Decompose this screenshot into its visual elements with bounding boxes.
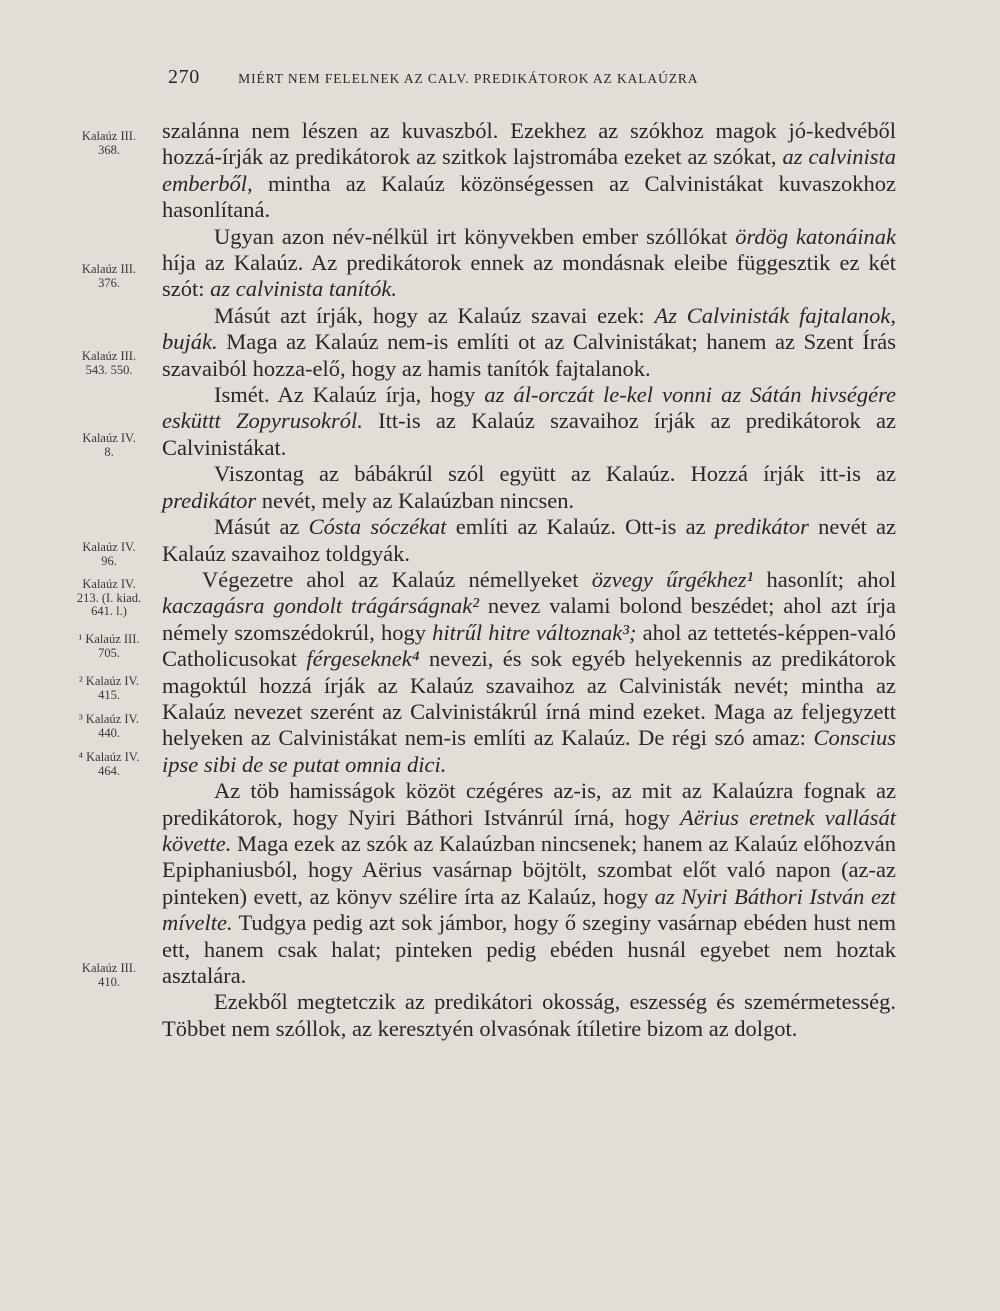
margin-note: Kalaúz IV. 8. [82, 431, 136, 459]
body-text [162, 118, 896, 1042]
running-title: MIÉRT NEM FELELNEK AZ CALV. PREDIKÁTOROK AZ KALAÚZRA [238, 71, 699, 86]
paragraph: Másút azt írják, hogy az Kalaúz szavai ezek: Az Calvinisták fajtalanok, buják. Maga az Kalaúz nem-is említi ot az Calvinistákat; hanem az Szent Írás szavaiból hozza-elő, hogy az hamis tanítók fajtalanok. [162, 302, 896, 381]
margin-note: Kalaúz III. 368. [81, 129, 137, 157]
margin-note: ¹ Kalaúz III. 705. [78, 632, 140, 660]
margin-note: Kalaúz IV. 96. [82, 540, 136, 568]
paragraph: Ezekből megtetczik az predikátori okosság, eszesség és szemérmetesség. Többet nem szóllok, az keresztyén olvasónak ítíletire bizom az dolgot. [162, 989, 896, 1041]
margin-note: ⁴ Kalaúz IV. 464. [78, 750, 140, 778]
paragraph: Viszontag az bábákrúl szól együtt az Kalaúz. Hozzá írják itt-is az predikátor nevét, mely az Kalaúzban nincsen. [162, 461, 896, 513]
paragraph: szalánna nem lészen az kuvaszból. Ezekhez az szókhoz magok jó-kedvéből hozzá-írják az predikátorok az szitkok lajstromába ezeket az szókat, az calvinista emberből, mintha az Kalaúz közönségessen az Calvinistákat kuvaszokhoz hasonlítaná. [162, 118, 896, 223]
paragraph: Ugyan azon név-nélkül irt könyvekben ember szóllókat ördög katonáinak híja az Kalaúz. Az predikátorok ennek az mondásnak eleibe függesztik ez két szót: az calvinista tanítók. [162, 223, 896, 302]
paragraph: Másút az Cósta sóczékat említi az Kalaúz. Ott-is az predikátor nevét az Kalaúz szavaihoz toldgyák. [162, 514, 896, 566]
paragraph: Az töb hamisságok közöt czégéres az-is, az mit az Kalaúzra fognak az predikátorok, hogy Nyiri Báthori Istvánrúl írná, hogy Aërius eretnek vallását követte. Maga ezek az szók az Kalaúzban nincsenek; hanem az Kalaúz előhozván Epiphaniusból, hogy Aërius vasárnap böjtölt, szombat előt való napon (az-az pinteken) evett, az könyv szélire írta az Kalaúz, hogy az Nyiri Báthori István ezt mívelte. Tudgya pedig azt sok jámbor, hogy ő szeginy vasárnap ebéden hust nem ett, hanem csak halat; pinteken pedig ebéden husnál egyebet nem hoztak asztalára. [162, 778, 897, 988]
paragraph: Végezetre ahol az Kalaúz némellyeket özvegy űrgékhez¹ hasonlít; ahol kaczagásra gondolt trágárságnak² nevez valami bolond beszédet; ahol azt írja némely szomszédokrúl, hogy hitrűl hitre változnak³; ahol az tettetés-képpen-való Catholicusokat férgeseknek⁴ nevezi, és sok egyéb helyekennis az predikátorok magoktúl hozzá írják az Kalaúz szavaihoz az Calvinisták nevét; mintha az Kalaúz nevezet szerént az Calvinistákrúl írná mind ezeket. Maga az feljegyzett helyeken az Calvinistákat nem-is említi az Kalaúz. De régi szó amaz: Conscius ipse sibi de se putat omnia dici. [162, 566, 897, 777]
page-number: 270 [168, 66, 200, 88]
margin-note: ² Kalaúz IV. 415. [78, 674, 140, 702]
margin-note: Kalaúz III. 543. 550. [81, 349, 137, 377]
margin-note: Kalaúz III. 410. [81, 961, 137, 989]
margin-note: Kalaúz III. 376. [81, 262, 137, 290]
running-header [168, 66, 898, 89]
margin-note: Kalaúz IV. 213. (I. kiad. 641. l.) [76, 577, 142, 618]
margin-note: ³ Kalaúz IV. 440. [78, 712, 140, 740]
paragraph: Ismét. Az Kalaúz írja, hogy az ál-orczát le-kel vonni az Sátán hivségére esküttt Zopyrusokról. Itt-is az Kalaúz szavaihoz írják az predikátorok az Calvinistákat. [162, 382, 896, 460]
